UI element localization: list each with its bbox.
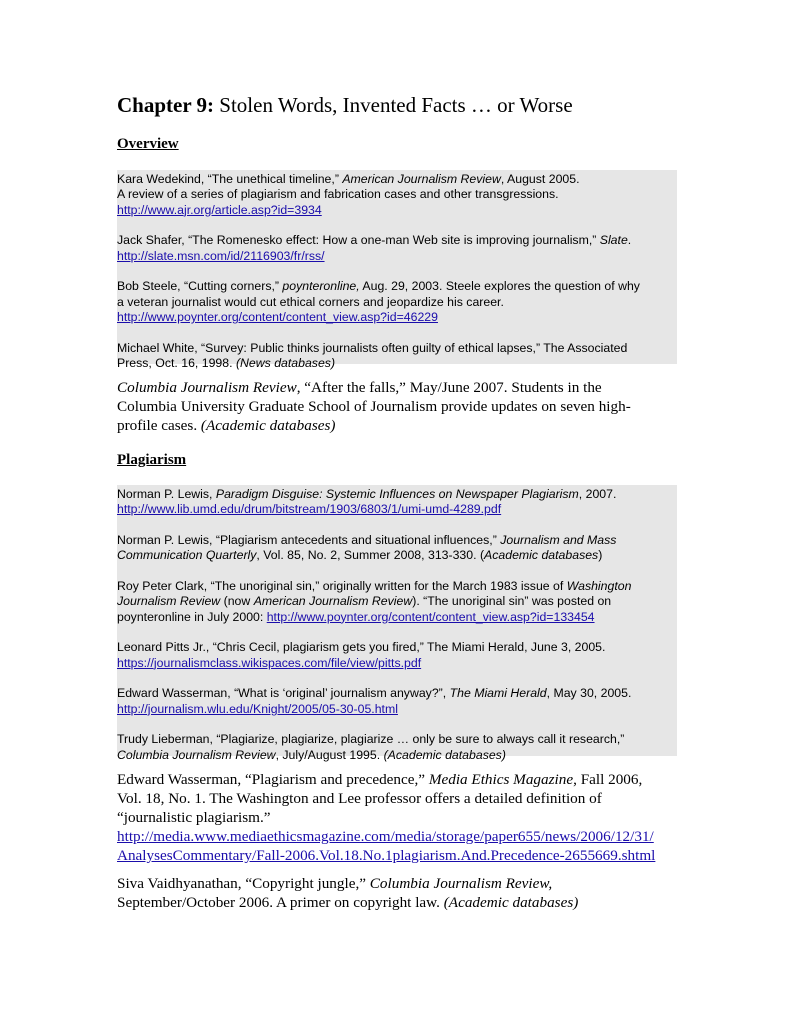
overview-heading: Overview xyxy=(117,136,179,152)
ref-source: American Journalism Review xyxy=(253,594,413,609)
reference-entry-siva xyxy=(117,874,682,912)
reference-entry xyxy=(117,172,677,218)
ref-source: Columbia Journalism Review xyxy=(117,379,297,396)
ref-text: , July/August 1995. xyxy=(275,747,384,762)
ref-text: , Fall 2006, xyxy=(573,771,643,788)
ref-database-note: (Academic databases) xyxy=(200,417,336,434)
ref-text: ) xyxy=(598,548,603,563)
ref-description: Columbia University Graduate School of Journalism provide updates on seven high- xyxy=(117,398,631,415)
ref-description: A review of a series of plagiarism and fabrication cases and other transgressions. xyxy=(117,187,559,202)
ref-text: Leonard Pitts Jr., “Chris Cecil, plagiarism gets you fired,” The Miami Herald, June 3, 2005. xyxy=(117,640,606,655)
ref-source: Columbia Journalism Review xyxy=(117,747,276,762)
reference-entry xyxy=(117,533,677,564)
ref-source: Journalism and Mass xyxy=(500,533,617,547)
reference-entry-wasserman xyxy=(117,770,682,865)
reference-entry xyxy=(117,487,677,518)
ref-link[interactable]: http://www.poynter.org/content/content_view.asp?id=46229 xyxy=(117,310,438,325)
plagiarism-box xyxy=(117,485,677,762)
ref-description: “journalistic plagiarism.” xyxy=(117,809,271,826)
ref-text: Aug. 29, 2003. Steele explores the question of why xyxy=(359,279,640,294)
ref-text: profile cases. xyxy=(117,417,201,434)
ref-text: Kara Wedekind, “The unethical timeline,” xyxy=(117,172,343,186)
ref-description: Vol. 18, No. 1. The Washington and Lee professor offers a detailed definition of xyxy=(117,790,602,807)
ref-source: Journalism Review xyxy=(117,594,221,609)
ref-text: Bob Steele, “Cutting corners,” xyxy=(117,279,283,294)
ref-source: The Miami Herald xyxy=(449,686,547,701)
ref-text: Norman P. Lewis, xyxy=(117,487,216,501)
ref-text: ). “The unoriginal sin” was posted on xyxy=(412,594,612,609)
ref-source: Media Ethics Magazine xyxy=(428,771,574,788)
ref-source: Slate xyxy=(599,233,628,248)
ref-text: September/October 2006. A primer on copyright law. xyxy=(117,894,444,911)
ref-link[interactable]: http://journalism.wlu.edu/Knight/2005/05-30-05.html xyxy=(117,701,398,716)
ref-text: Roy Peter Clark, “The unoriginal sin,” originally written for the March 1983 issue of xyxy=(117,579,567,593)
ref-text: , 2007. xyxy=(578,487,617,501)
reference-entry xyxy=(117,732,677,763)
ref-link[interactable]: http://www.lib.umd.edu/drum/bitstream/1903/6803/1/umi-umd-4289.pdf xyxy=(117,502,502,517)
ref-description: a veteran journalist would cut ethical corners and jeopardize his career. xyxy=(117,294,504,309)
ref-link[interactable]: http://www.poynter.org/content/content_view.asp?id=133454 xyxy=(266,609,595,624)
reference-entry xyxy=(117,233,677,264)
ref-text: , May 30, 2005. xyxy=(546,686,632,701)
ref-source: Communication Quarterly xyxy=(117,548,257,563)
plagiarism-heading: Plagiarism xyxy=(117,452,187,468)
ref-text: , Vol. 85, No. 2, Summer 2008, 313-330. ( xyxy=(256,548,485,563)
ref-text: , August 2005. xyxy=(500,172,580,186)
reference-entry xyxy=(117,341,677,372)
ref-source: Columbia Journalism Review, xyxy=(369,875,553,892)
ref-text: Michael White, “Survey: Public thinks journalists often guilty of ethical lapses,” The Associated xyxy=(117,340,628,355)
ref-text: Trudy Lieberman, “Plagiarize, plagiarize, plagiarize … only be sure to always call it research,” xyxy=(117,732,625,747)
ref-link[interactable]: AnalysesCommentary/Fall-2006.Vol.18.No.1plagiarism.And.Precedence-2655669.shtml xyxy=(117,847,656,864)
chapter-number: Chapter 9: xyxy=(117,93,215,117)
ref-text: Norman P. Lewis, “Plagiarism antecedents and situational influences,” xyxy=(117,533,501,547)
ref-source: American Journalism Review xyxy=(342,172,501,186)
ref-link[interactable]: https://journalismclass.wikispaces.com/file/view/pitts.pdf xyxy=(117,655,422,670)
ref-database-note: (Academic databases) xyxy=(443,894,579,911)
ref-text: Press, Oct. 16, 1998. xyxy=(117,356,236,371)
ref-link[interactable]: http://media.www.mediaethicsmagazine.com/media/storage/paper655/news/2006/12/31/ xyxy=(117,828,654,845)
ref-text: poynteronline in July 2000: xyxy=(117,609,267,624)
ref-text: (now xyxy=(220,594,254,609)
chapter-subtitle: Stolen Words, Invented Facts … or Worse xyxy=(214,93,573,117)
chapter-title xyxy=(117,93,573,118)
ref-text: . xyxy=(627,233,632,248)
ref-text: Jack Shafer, “The Romenesko effect: How a one-man Web site is improving journalism,” xyxy=(117,233,600,248)
ref-source: Washington xyxy=(566,579,632,593)
ref-database-note: (News databases) xyxy=(235,356,336,371)
ref-database-note: Academic databases xyxy=(484,548,599,563)
ref-text: Siva Vaidhyanathan, “Copyright jungle,” xyxy=(117,875,370,892)
overview-box xyxy=(117,170,677,371)
ref-link[interactable]: http://www.ajr.org/article.asp?id=3934 xyxy=(117,202,322,217)
ref-source: Paradigm Disguise: Systemic Influences on Newspaper Plagiarism xyxy=(215,487,579,501)
ref-source: poynteronline, xyxy=(282,279,360,294)
ref-text: , “After the falls,” May/June 2007. Students in the xyxy=(296,379,602,396)
ref-text: Edward Wasserman, “Plagiarism and precedence,” xyxy=(117,771,429,788)
reference-entry xyxy=(117,579,677,625)
ref-link[interactable]: http://slate.msn.com/id/2116903/fr/rss/ xyxy=(117,248,325,263)
reference-entry xyxy=(117,686,677,717)
reference-entry xyxy=(117,279,677,325)
ref-text: Edward Wasserman, “What is ‘original’ journalism anyway?”, xyxy=(117,686,450,701)
ref-database-note: (Academic databases) xyxy=(383,747,506,762)
reference-entry-cjr xyxy=(117,378,682,435)
reference-entry xyxy=(117,640,677,671)
